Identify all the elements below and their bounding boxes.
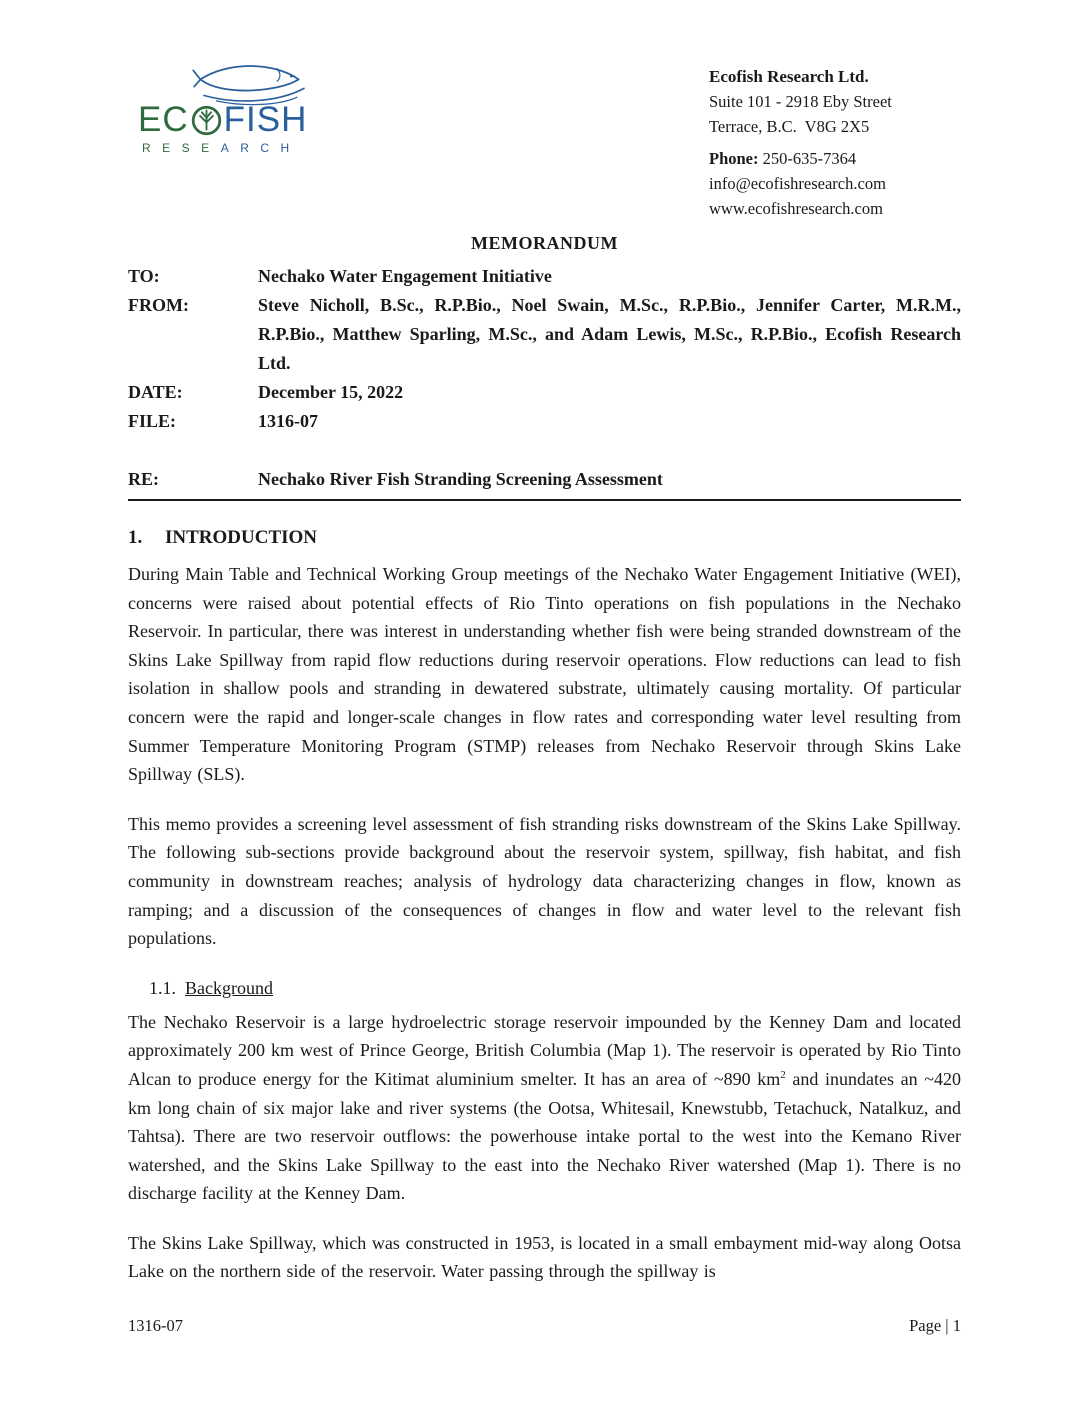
paragraph-4: The Skins Lake Spillway, which was constructed in 1953, is located in a small embayment mid-way along Ootsa Lake on the northern side of the reservoir. Water passing through the spillway is xyxy=(128,1232,961,1282)
field-label-date: DATE: xyxy=(128,382,183,402)
logo-text-fish: FISH xyxy=(223,100,308,139)
field-re xyxy=(128,465,961,494)
header-divider xyxy=(128,499,961,501)
field-file xyxy=(128,407,961,436)
field-date xyxy=(128,378,961,407)
field-label-to: TO: xyxy=(128,266,160,286)
field-to xyxy=(128,262,961,291)
logo-wordmark xyxy=(138,102,343,138)
section-number: 1. xyxy=(128,527,143,548)
subsection-number: 1.1. xyxy=(149,977,176,998)
field-value-date: December 15, 2022 xyxy=(258,382,404,402)
contact-block xyxy=(709,56,961,221)
section-heading-introduction xyxy=(128,527,961,549)
website-url: www.ecofishresearch.com xyxy=(709,199,883,218)
address-line-1: Suite 101 - 2918 Eby Street xyxy=(709,92,892,111)
field-label-from: FROM: xyxy=(128,295,189,315)
footer-file-number: 1316-07 xyxy=(128,1316,183,1335)
field-value-file: 1316-07 xyxy=(258,411,318,431)
subsection-title: Background xyxy=(185,977,273,998)
page-footer xyxy=(128,1316,961,1336)
footer-page-number: Page | 1 xyxy=(909,1316,961,1335)
field-label-re: RE: xyxy=(128,469,159,489)
address-line-2: Terrace, B.C. V8G 2X5 xyxy=(709,117,870,136)
paragraph-3: The Nechako Reservoir is a large hydroelectric storage reservoir impounded by the Kenney Dam and located approximately 200 km west of Prince George, British Columbia (Map 1). The reservoir is operated by Rio Tinto Alcan to produce energy for the Kitimat aluminium smelter. It has an area of ~890 $km^2$ and inundates an ~420 km long chain of six major lake and river systems (the Ootsa, Whitesail, Knewstubb, Tetachuck, Natalkuz, and Tahtsa). There are two reservoir outflows: the powerhouse intake portal to the west into the Kemano River watershed, and the Skins Lake Spillway to the east into the Nechako River watershed (Map 1). There is no discharge facility at the Kenney Dam. xyxy=(128,1011,961,1204)
memo-fields xyxy=(128,262,961,501)
company-name: Ecofish Research Ltd. xyxy=(709,67,869,86)
memo-title: MEMORANDUM xyxy=(471,233,618,253)
email-address: info@ecofishresearch.com xyxy=(709,174,886,193)
section-heading-background xyxy=(149,978,961,999)
field-value-from: Steve Nicholl, B.Sc., R.P.Bio., Noel Swain, M.Sc., R.P.Bio., Jennifer Carter, M.R.M., R.P.Bio., Matthew Sparling, M.Sc., and Adam Lewis, M.Sc., R.P.Bio., Ecofish Research Ltd. xyxy=(258,295,961,373)
field-label-file: FILE: xyxy=(128,411,177,431)
section-title: INTRODUCTION xyxy=(165,527,318,548)
paragraph-2: This memo provides a screening level assessment of fish stranding risks downstream of the Skins Lake Spillway. The following sub-sections provide background about the reservoir system, spillway, fish habitat, and fish community in downstream reaches; analysis of hydrology data characterizing changes in flow, known as ramping; and a discussion of the consequences of changes in flow and water level to the relevant fish populations. xyxy=(128,813,961,949)
phone-row xyxy=(709,146,961,171)
tree-ring-icon xyxy=(190,104,223,137)
field-from xyxy=(128,291,961,378)
paragraph-1: During Main Table and Technical Working Group meetings of the Nechako Water Engagement Initiative (WEI), concerns were raised about potential effects of Rio Tinto operations on fish populations in the Nechako Reservoir. In particular, there was interest in understanding whether fish were being stranded downstream of the Skins Lake Spillway from rapid flow reductions during reservoir operations. Flow reductions can lead to fish isolation in shallow pools and stranding in dewatered substrate, ultimately causing mortality. Of particular concern were the rapid and longer-scale changes in flow rates and corresponding water level resulting from Summer Temperature Monitoring Program (STMP) releases from Nechako Reservoir through Skins Lake Spillway (SLS). xyxy=(128,564,961,785)
logo-text-ec: EC xyxy=(138,100,189,139)
logo-research-text: RESEARCH xyxy=(142,141,301,155)
field-value-re: Nechako River Fish Stranding Screening Assessment xyxy=(258,469,663,489)
field-value-to: Nechako Water Engagement Initiative xyxy=(258,266,552,286)
fish-eye xyxy=(290,74,293,77)
phone-number: 250-635-7364 xyxy=(762,149,857,168)
phone-label: Phone: xyxy=(709,149,759,168)
letterhead xyxy=(128,56,961,221)
superscript-2: 2 xyxy=(780,1068,786,1081)
ecofish-logo xyxy=(138,56,343,155)
